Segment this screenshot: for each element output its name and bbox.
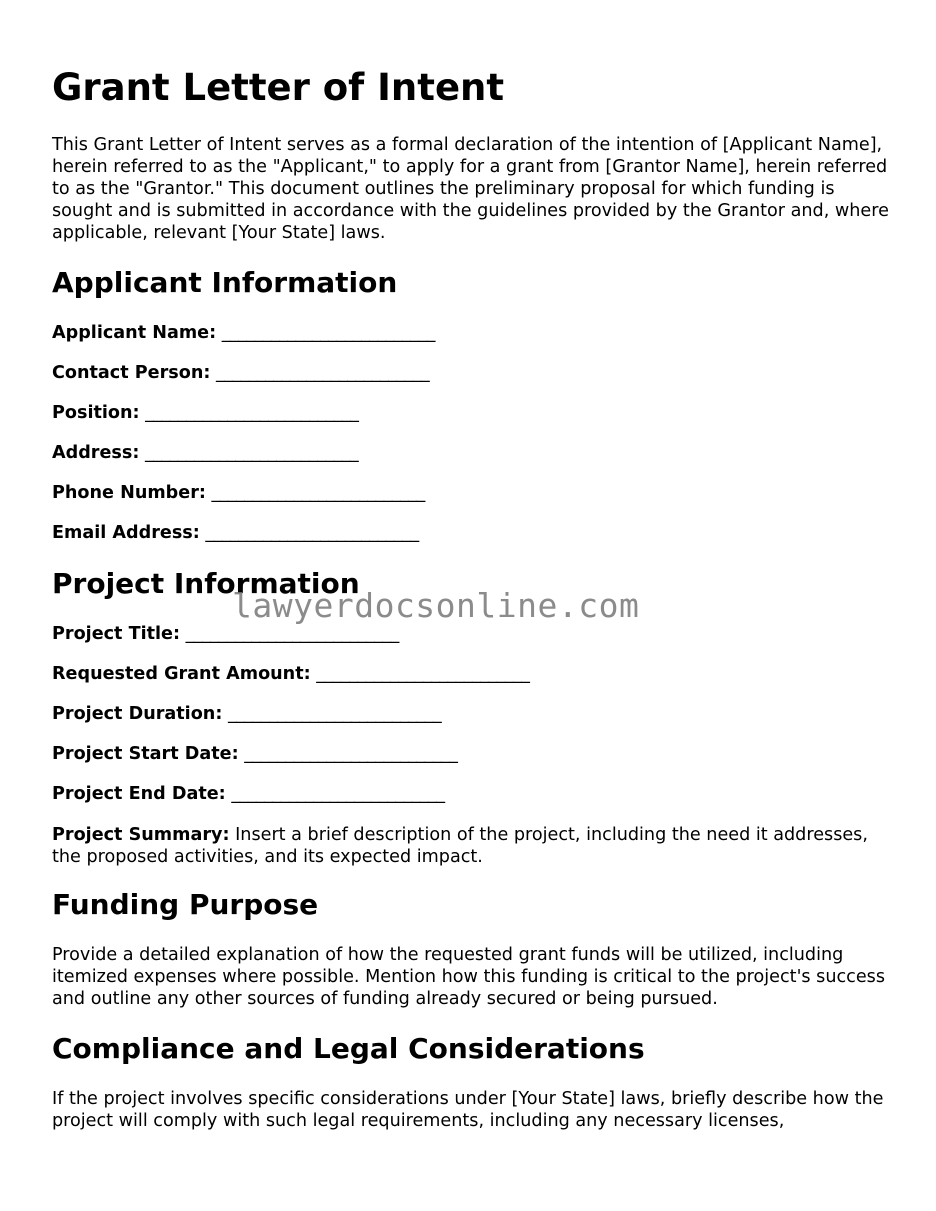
compliance-heading: Compliance and Legal Considerations — [52, 1032, 645, 1065]
field-label: Project End Date: — [52, 784, 226, 804]
address-field[interactable] — [52, 442, 358, 464]
intro-paragraph: This Grant Letter of Intent serves as a formal declaration of the intention of [Applicant Name], herein referred to as the "Applicant," to apply for a grant from [Grantor Name], herein referred to as the "Grantor." This document outlines the preliminary proposal for which funding is sought and is submitted in accordance with the guidelines provided by the Grantor and, where applicable, relevant [Your State] laws. — [52, 135, 889, 243]
fill-in-blank[interactable]: __________________________ — [231, 784, 445, 804]
project-summary-paragraph — [52, 824, 892, 868]
fill-in-blank[interactable]: __________________________ — [211, 483, 425, 503]
field-label: Contact Person: — [52, 363, 211, 383]
project-start-date-field[interactable] — [52, 743, 457, 765]
applicant-name-field[interactable] — [52, 322, 435, 344]
fill-in-blank[interactable]: __________________________ — [316, 664, 530, 684]
funding-purpose-paragraph: Provide a detailed explanation of how the requested grant funds will be utilized, including itemized expenses where possible. Mention how this funding is critical to the project's success and outline any other sources of funding already secured or being pursued. — [52, 945, 885, 1009]
fill-in-blank[interactable]: __________________________ — [227, 704, 442, 724]
compliance-paragraph: If the project involves specific considerations under [Your State] laws, briefly describe how the project will comply with such legal requirements, including any necessary licenses, — [52, 1089, 884, 1131]
field-label: Requested Grant Amount: — [52, 664, 311, 684]
watermark-text: lawyerdocsonline.com — [232, 586, 640, 625]
field-label: Phone Number: — [52, 483, 206, 503]
project-summary-label: Project Summary: — [52, 825, 230, 845]
field-label: Applicant Name: — [52, 323, 217, 343]
funding-purpose-heading: Funding Purpose — [52, 888, 319, 921]
phone-number-field[interactable] — [52, 482, 425, 504]
fill-in-blank[interactable]: __________________________ — [205, 523, 419, 543]
fill-in-blank[interactable]: __________________________ — [216, 363, 430, 383]
document-title: Grant Letter of Intent — [52, 66, 505, 109]
contact-person-field[interactable] — [52, 362, 429, 384]
fill-in-blank[interactable]: __________________________ — [145, 443, 359, 463]
fill-in-blank[interactable]: __________________________ — [221, 323, 435, 343]
project-summary-text: Insert a brief description of the project, including the need it addresses, the proposed activities, and its expected impact. — [52, 825, 868, 867]
project-end-date-field[interactable] — [52, 783, 444, 805]
project-information-heading: Project Information — [52, 567, 360, 600]
field-label: Email Address: — [52, 523, 200, 543]
fill-in-blank[interactable]: __________________________ — [145, 403, 359, 423]
applicant-information-heading: Applicant Information — [52, 266, 398, 299]
fill-in-blank[interactable]: __________________________ — [185, 624, 399, 644]
field-label: Project Start Date: — [52, 744, 239, 764]
fill-in-blank[interactable]: __________________________ — [244, 744, 458, 764]
field-label: Position: — [52, 403, 140, 423]
project-duration-field[interactable] — [52, 703, 441, 725]
email-address-field[interactable] — [52, 522, 419, 544]
project-title-field[interactable] — [52, 623, 399, 645]
field-label: Address: — [52, 443, 140, 463]
field-label: Project Duration: — [52, 704, 223, 724]
requested-grant-amount-field[interactable] — [52, 663, 529, 685]
field-label: Project Title: — [52, 624, 181, 644]
position-field[interactable] — [52, 402, 358, 424]
